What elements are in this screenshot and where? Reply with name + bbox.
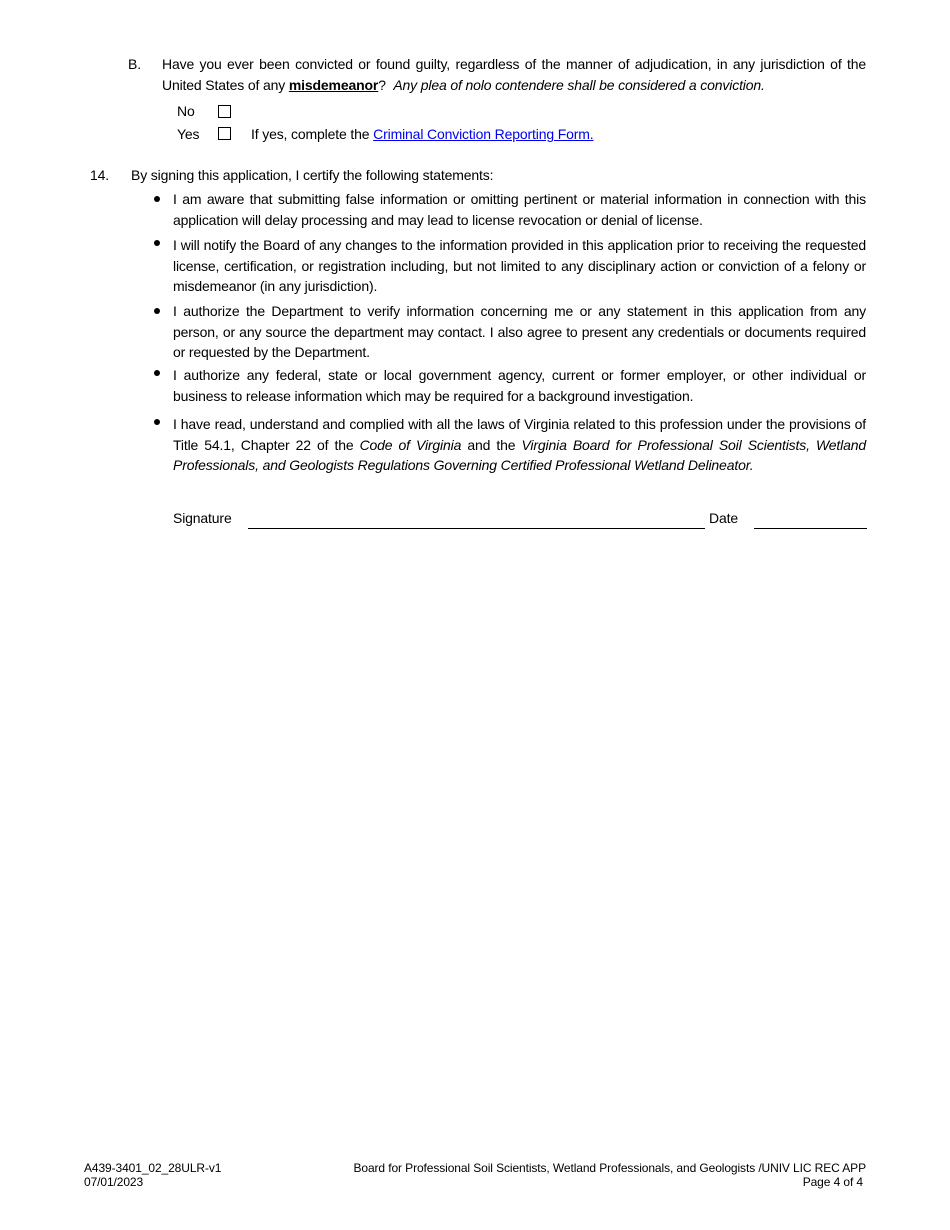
criminal-conviction-form-link[interactable]: Criminal Conviction Reporting Form. xyxy=(373,126,594,142)
date-line[interactable] xyxy=(754,528,867,529)
question-b-text xyxy=(162,54,866,95)
bullet-icon xyxy=(154,196,160,202)
statement-5-part1: I have read, understand and complied with all the laws of Virginia related to this profession under the provisions of Title 54.1, Chapter 22 of the xyxy=(173,416,866,453)
item-14-number: 14. xyxy=(90,167,110,183)
certify-statement-5 xyxy=(173,414,866,476)
signature-label: Signature xyxy=(173,510,232,526)
bullet-icon xyxy=(154,419,160,425)
certify-statement-3: I authorize the Department to verify information concerning me or any statement in this application from any person, or any source the department may contact. I also agree to present any credentials or documents required or requested by the Department. xyxy=(173,303,866,360)
question-b-letter: B. xyxy=(128,56,141,72)
footer-page-number: Page 4 of 4 xyxy=(802,1175,863,1189)
footer-board: Board for Professional Soil Scientists, Wetland Professionals, and Geologists /UNIV LIC REC APP xyxy=(353,1161,866,1175)
footer-date: 07/01/2023 xyxy=(84,1175,144,1189)
code-of-virginia: Code of Virginia xyxy=(359,436,462,453)
misdemeanor-keyword: misdemeanor xyxy=(288,76,379,93)
bullet-icon xyxy=(154,308,160,314)
signature-line[interactable] xyxy=(248,528,705,529)
certify-statement-2: I will notify the Board of any changes to the information provided in this application prior to receiving the requested license, certification, or registration including, but not limited to any disciplinary action or conviction of a felony or misdemeanor (in any jurisdiction). xyxy=(173,237,866,294)
no-checkbox[interactable] xyxy=(218,105,231,118)
statement-5-part2: and the xyxy=(461,436,522,453)
bullet-icon xyxy=(154,370,160,376)
item-14-intro: By signing this application, I certify the following statements: xyxy=(131,167,494,183)
nolo-contendere-note: Any plea of nolo contendere shall be considered a conviction. xyxy=(393,76,765,93)
yes-instruction xyxy=(251,124,594,145)
board-regulations-title: Virginia Board for Professional Soil Scientists, Wetland Professionals, and Geologists Regulations Governing Certified Professional Wetland Delineator. xyxy=(173,436,866,473)
yes-checkbox[interactable] xyxy=(218,127,231,140)
bullet-icon xyxy=(154,240,160,246)
date-label: Date xyxy=(709,510,738,526)
no-label: No xyxy=(177,103,195,119)
question-b-text-after: ? xyxy=(378,76,394,93)
certify-statement-1: I am aware that submitting false information or omitting pertinent or material information in connection with this application will delay processing and may lead to license revocation or denial of license. xyxy=(173,191,866,228)
certify-statement-4: I authorize any federal, state or local government agency, current or former employer, or other individual or business to release information which may be required for a background investigation. xyxy=(173,367,866,404)
question-b-text-before: Have you ever been convicted or found guilty, regardless of the manner of adjudication, in any jurisdiction of the United States of any xyxy=(162,56,866,93)
yes-label: Yes xyxy=(177,126,200,142)
yes-instruction-text: If yes, complete the xyxy=(251,126,374,142)
footer-form-id: A439-3401_02_28ULR-v1 xyxy=(84,1161,222,1175)
